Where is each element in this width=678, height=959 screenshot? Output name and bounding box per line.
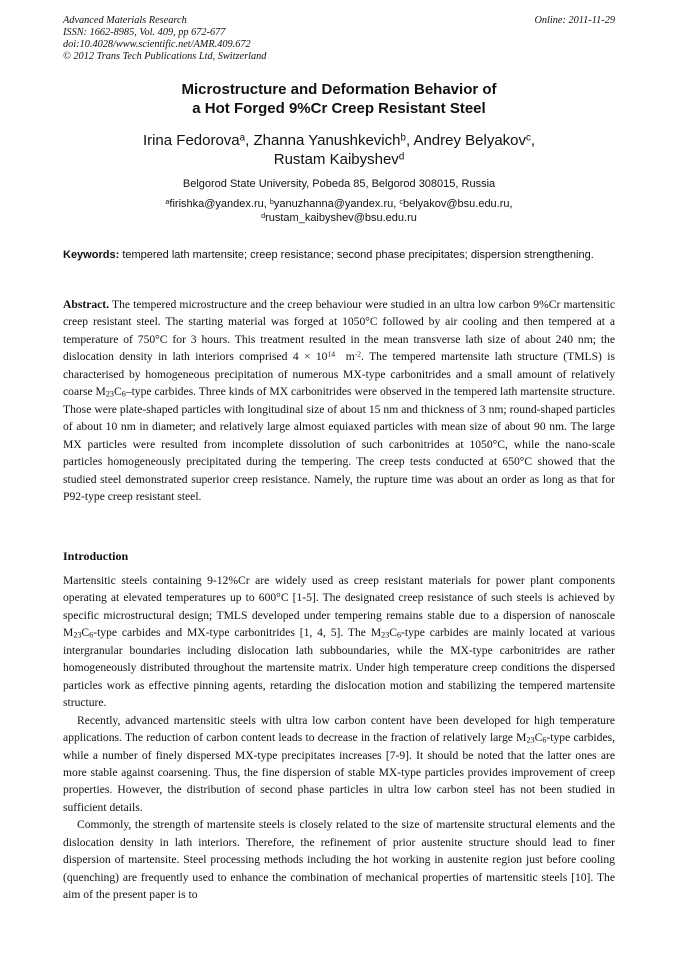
author-name: Zhanna Yanushkevich — [253, 132, 401, 149]
exponent: 14 — [327, 349, 336, 359]
introduction-section — [63, 572, 615, 904]
email-link[interactable]: yanuzhanna@yandex.ru, — [273, 198, 397, 210]
abstract-text: The tempered microstructure and the creep behaviour were studied in an ultra low carbon 9%Cr martensitic creep resistant steel. The starting material was forged at 1050°C followed by air cooling and then tempered at a temperature of 750°C for 3 hours. This treatment resulted in the mean transverse lath size of about 240 nm; the dislocation density in lath interiors comprised 4 × 10 — [63, 298, 615, 364]
abstract-text: m — [345, 350, 355, 364]
section-heading-introduction: Introduction — [63, 549, 129, 563]
affiliation: Belgorod State University, Pobeda 85, Belgorod 308015, Russia — [182, 178, 496, 190]
abstract-text: –type carbides. Three kinds of MX carbonitrides were observed in the tempered lath martensite structure. Those were plate-shaped particles with longitudinal size of about 15 nm and thickness of 3 nm; round-shaped particles of about 10 nm in diameter; and relatively large almost equiaxed particles with mean size of about 90 nm. The large MX particles were resulted from incomplete dissolution of such carbonitrides at 1050°C, while the nano-scale particles homogeneously precipitated during the tempering. The creep tests conducted at 650°C showed that the studied steel demonstrated superior creep resistance. Namely, the rupture time was about an order as long as that for P92-type creep resistant steel. — [63, 385, 615, 503]
abstract-text: . The tempered martensite lath structure (TMLS) is characterised by homogeneous precipitation of numerous MX-type carbonitrides and a small amount of relatively coarse M — [63, 350, 615, 399]
intro-paragraph-1: Martensitic steels containing 9-12%Cr are widely used as creep resistant materials for power plant components operating at elevated temperatures up to 600°C [1-5]. The designated creep resistance of such steels is achieved by specific microstructural design; TMLS developed under tempering remains stable due to a dispersion of nanoscale $M_{23}C_6$-type carbides and MX-type carbonitrides [1, 4, 5]. The $M_{23}C_6$-type carbides are mainly located at various intergranular boundaries including dislocation lath subboundaries, while the MX-type carbonitrides are rather homogeneously distributed throughout the martensite matrix. Under high temperature creep conditions the dispersed particles work as effective pinning agents, retarding the dislocation motion and stabilizing the tempered martensite structure. — [63, 574, 615, 710]
author-list: Irina Fedorova$^a$, Zhanna Yanushkevich$^b$, Andrey Belyakov$^c$, Rustam Kaibyshev$^d$ — [142, 132, 536, 168]
issn-line: ISSN: 1662-8985, Vol. 409, pp 672-677 — [63, 27, 226, 38]
author-name: Andrey Belyakov — [413, 132, 527, 149]
author-emails — [0, 197, 678, 225]
email-mark: c — [399, 197, 403, 206]
exponent: -2 — [354, 349, 362, 359]
author-mark: a — [239, 132, 246, 144]
intro-paragraph-2: Recently, advanced martensitic steels with ultra low carbon content have been developed for high temperature applications. The reduction of carbon content leads to decrease in the fraction of relatively large $M_{23}C_6$-type carbides, while a number of finely dispersed MX-type precipitates increases [7-9]. It should be noted that the latter ones are more stable against coarsening. Thus, the fine dispersion of stable MX-type particles provides improvement of creep properties. However, the distribution of second phase particles in ultra low carbon steel has not been studied in sufficient details. — [63, 713, 615, 814]
keywords-label: Keywords: — [63, 249, 120, 261]
email-link[interactable]: rustam_kaibyshev@bsu.edu.ru — [265, 212, 417, 224]
abstract-label: Abstract. — [63, 298, 110, 311]
author-mark: b — [400, 132, 406, 144]
author-mark: d — [398, 151, 405, 163]
keywords-text: tempered lath martensite; creep resistance; second phase precipitates; dispersion strengthening. — [122, 249, 594, 261]
online-date: Online: 2011-11-29 — [534, 15, 615, 26]
copyright-line: © 2012 Trans Tech Publications Ltd, Switzerland — [63, 51, 267, 62]
abstract-text: C — [113, 385, 122, 399]
email-mark: b — [269, 197, 274, 206]
title-line-2: a Hot Forged 9%Cr Creep Resistant Steel — [192, 100, 486, 117]
subscript: 6 — [121, 389, 126, 399]
journal-header — [63, 15, 615, 63]
abstract-section — [63, 296, 615, 505]
journal-name: Advanced Materials Research — [63, 15, 187, 26]
email-link[interactable]: belyakov@bsu.edu.ru, — [402, 198, 513, 210]
email-link[interactable]: firishka@yandex.ru, — [169, 198, 267, 210]
author-name: Rustam Kaibyshev — [273, 151, 399, 168]
subscript: 23 — [105, 389, 114, 399]
intro-paragraph-3: Commonly, the strength of martensite steels is closely related to the size of martensite structural elements and the dislocation density in lath interiors. Therefore, the refinement of prior austenite structure should lead to finer dispersion of martensite. Steel processing methods including the hot working in austenite region just before cooling (quenching) are frequently used to enhance the combination of mechanical properties of martensitic steels [10]. The aim of the present paper is to — [63, 818, 615, 902]
keywords-section — [63, 248, 615, 263]
author-mark: c — [526, 132, 531, 144]
author-name: Irina Fedorova — [142, 132, 240, 149]
doi-line[interactable]: doi:10.4028/www.scientific.net/AMR.409.672 — [63, 39, 251, 50]
paper-title — [0, 80, 678, 118]
email-mark: d — [261, 211, 266, 220]
email-mark: a — [165, 197, 170, 206]
title-line-1: Microstructure and Deformation Behavior of — [181, 81, 497, 98]
